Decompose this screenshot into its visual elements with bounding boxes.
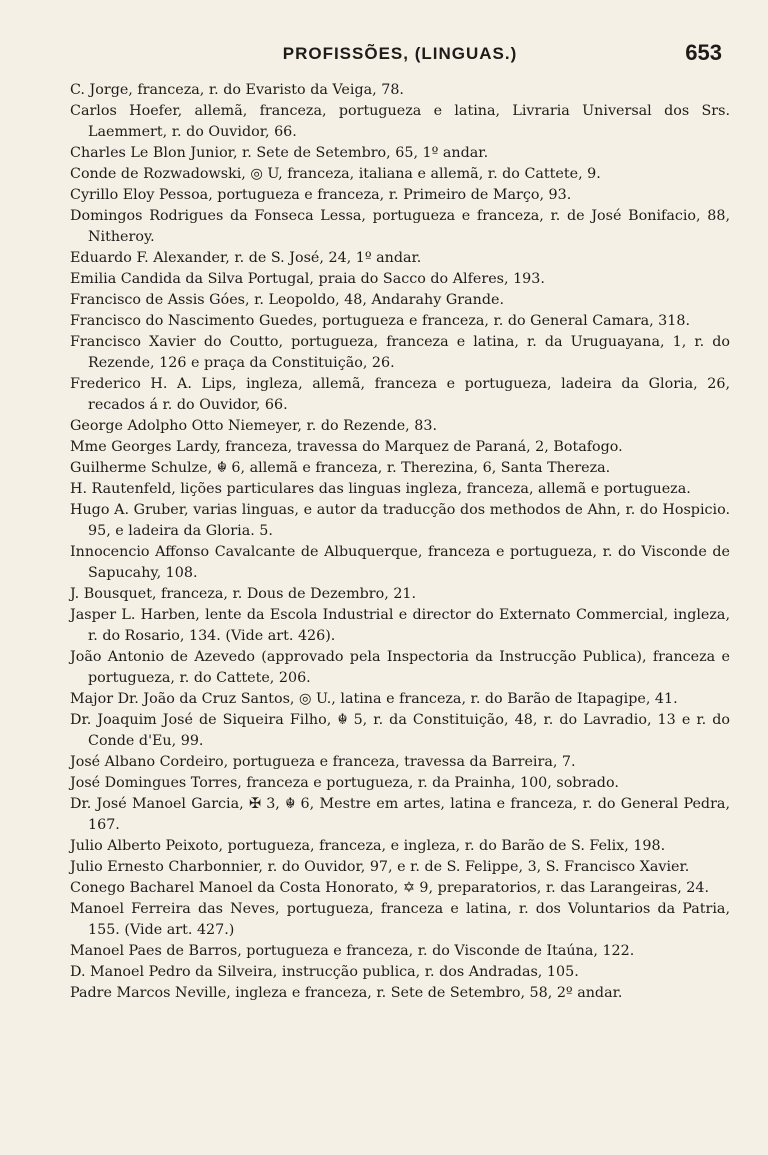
- directory-entry: Major Dr. João da Cruz Santos, ◎ U., latina e franceza, r. do Barão de Itapagipe, 41.: [70, 691, 678, 707]
- directory-entry: Jasper L. Harben, lente da Escola Industrial e director do Externato Commercial, ingleza, r. do Rosario, 134. (Vide art. 426).: [70, 607, 730, 644]
- directory-entry: Domingos Rodrigues da Fonseca Lessa, portugueza e franceza, r. de José Bonifacio, 88, Nitheroy.: [70, 208, 730, 245]
- directory-entry: Conego Bacharel Manoel da Costa Honorato, ✡ 9, preparatorios, r. das Larangeiras, 24.: [70, 880, 710, 896]
- directory-entry: D. Manoel Pedro da Silveira, instrucção publica, r. dos Andradas, 105.: [70, 964, 579, 980]
- directory-entry: Charles Le Blon Junior, r. Sete de Setembro, 65, 1º andar.: [70, 145, 489, 161]
- directory-entry: Padre Marcos Neville, ingleza e franceza, r. Sete de Setembro, 58, 2º andar.: [70, 985, 623, 1001]
- directory-entry: Julio Alberto Peixoto, portugueza, franceza, e ingleza, r. do Barão de S. Felix, 198.: [70, 838, 666, 854]
- page-header: [70, 40, 730, 74]
- directory-entry: Emilia Candida da Silva Portugal, praia do Sacco do Alferes, 193.: [70, 271, 545, 287]
- directory-entry: George Adolpho Otto Niemeyer, r. do Rezende, 83.: [70, 418, 437, 434]
- directory-entry: Innocencio Affonso Cavalcante de Albuquerque, franceza e portugueza, r. do Visconde de Sapucahy, 108.: [70, 544, 730, 581]
- directory-entry: José Domingues Torres, franceza e portugueza, r. da Prainha, 100, sobrado.: [70, 775, 619, 791]
- directory-entry: Francisco Xavier do Coutto, portugueza, franceza e latina, r. da Uruguayana, 1, r. do Rezende, 126 e praça da Constituição, 26.: [70, 334, 730, 371]
- directory-entry: Hugo A. Gruber, varias linguas, e autor da traducção dos methodos de Ahn, r. do Hospicio. 95, e ladeira da Gloria. 5.: [70, 502, 730, 539]
- directory-entry: H. Rautenfeld, lições particulares das linguas ingleza, franceza, allemã e portugueza.: [70, 481, 691, 497]
- directory-entry: João Antonio de Azevedo (approvado pela Inspectoria da Instrucção Publica), franceza e portugueza, r. do Cattete, 206.: [70, 649, 730, 686]
- directory-entry: Dr. Joaquim José de Siqueira Filho, ☬ 5, r. da Constituição, 48, r. do Lavradio, 13 e r. do Conde d'Eu, 99.: [70, 712, 730, 749]
- entry-list: [70, 80, 730, 1004]
- directory-entry: Francisco de Assis Góes, r. Leopoldo, 48, Andarahy Grande.: [70, 292, 505, 308]
- directory-entry: Manoel Ferreira das Neves, portugueza, franceza e latina, r. dos Voluntarios da Patria, 155. (Vide art. 427.): [70, 901, 730, 938]
- directory-entry: José Albano Cordeiro, portugueza e franceza, travessa da Barreira, 7.: [70, 754, 576, 770]
- directory-entry: Francisco do Nascimento Guedes, portugueza e franceza, r. do General Camara, 318.: [70, 313, 691, 329]
- directory-entry: Cyrillo Eloy Pessoa, portugueza e franceza, r. Primeiro de Março, 93.: [70, 187, 572, 203]
- directory-entry: Julio Ernesto Charbonnier, r. do Ouvidor, 97, e r. de S. Felippe, 3, S. Francisco Xavier.: [70, 859, 690, 875]
- page-number: 653: [685, 40, 722, 65]
- directory-entry: Carlos Hoefer, allemã, franceza, portugueza e latina, Livraria Universal dos Srs. Laemmert, r. do Ouvidor, 66.: [70, 103, 730, 140]
- directory-entry: Mme Georges Lardy, franceza, travessa do Marquez de Paraná, 2, Botafogo.: [70, 439, 623, 455]
- directory-entry: Eduardo F. Alexander, r. de S. José, 24, 1º andar.: [70, 250, 422, 266]
- directory-entry: Dr. José Manoel Garcia, ✠ 3, ☬ 6, Mestre em artes, latina e franceza, r. do General Pedra, 167.: [70, 796, 730, 833]
- section-title: PROFISSÕES, (LINGUAS.): [282, 44, 518, 63]
- directory-entry: Guilherme Schulze, ☬ 6, allemã e franceza, r. Therezina, 6, Santa Thereza.: [70, 460, 611, 476]
- directory-entry: Frederico H. A. Lips, ingleza, allemã, franceza e portugueza, ladeira da Gloria, 26, recados á r. do Ouvidor, 66.: [70, 376, 730, 413]
- directory-entry: J. Bousquet, franceza, r. Dous de Dezembro, 21.: [70, 586, 417, 602]
- directory-entry: Manoel Paes de Barros, portugueza e franceza, r. do Visconde de Itaúna, 122.: [70, 943, 635, 959]
- directory-entry: Conde de Rozwadowski, ◎ U, franceza, italiana e allemã, r. do Cattete, 9.: [70, 166, 601, 182]
- directory-entry: C. Jorge, franceza, r. do Evaristo da Veiga, 78.: [70, 82, 404, 98]
